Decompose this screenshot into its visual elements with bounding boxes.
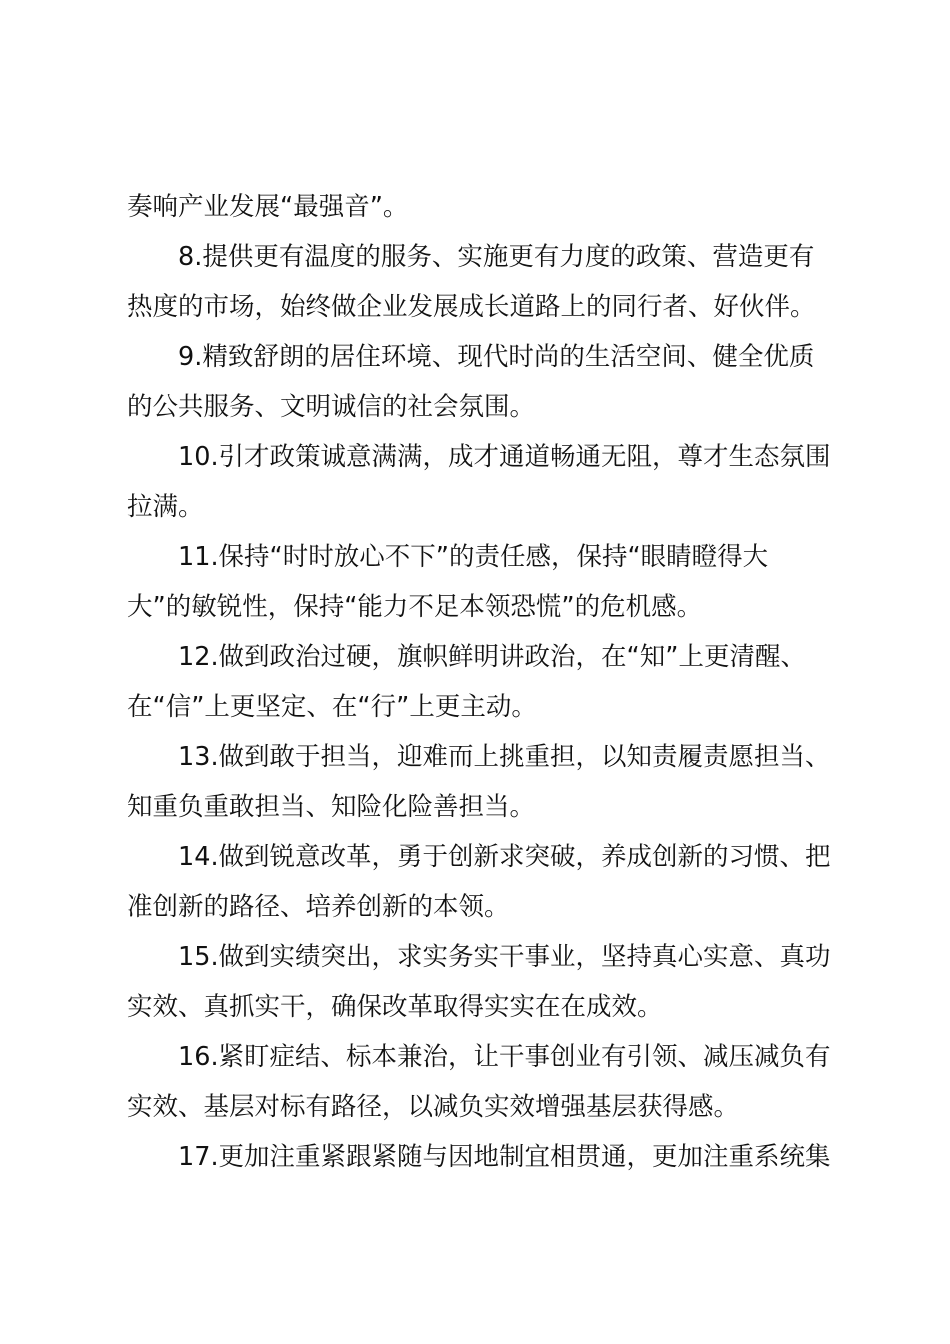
text-line: 热度的市场，始终做企业发展成长道路上的同行者、好伙伴。 [127, 292, 816, 322]
list-item-9-line: 9.精致舒朗的居住环境、现代时尚的生活空间、健全优质 [178, 342, 815, 372]
text-line: 大”的敏锐性，保持“能力不足本领恐慌”的危机感。 [127, 592, 703, 622]
text-line: 在“信”上更坚定、在“行”上更主动。 [127, 692, 537, 722]
text-line: 准创新的路径、培养创新的本领。 [127, 892, 510, 922]
list-item-11-line: 11.保持“时时放心不下”的责任感，保持“眼睛瞪得大 [178, 542, 769, 572]
text-line: 实效、基层对标有路径，以减负实效增强基层获得感。 [127, 1092, 740, 1122]
list-item-14-line: 14.做到锐意改革，勇于创新求突破，养成创新的习惯、把 [178, 842, 831, 872]
text-line: 实效、真抓实干，确保改革取得实实在在成效。 [127, 992, 663, 1022]
list-item-17-line: 17.更加注重紧跟紧随与因地制宜相贯通，更加注重系统集 [178, 1142, 831, 1172]
list-item-8-line: 8.提供更有温度的服务、实施更有力度的政策、营造更有 [178, 242, 815, 272]
text-line: 拉满。 [127, 492, 204, 522]
list-item-10-line: 10.引才政策诚意满满，成才通道畅通无阻，尊才生态氛围 [178, 442, 831, 472]
list-item-16-line: 16.紧盯症结、标本兼治，让干事创业有引领、减压减负有 [178, 1042, 831, 1072]
list-item-13-line: 13.做到敢于担当，迎难而上挑重担，以知责履责愿担当、 [178, 742, 831, 772]
text-line: 的公共服务、文明诚信的社会氛围。 [127, 392, 536, 422]
text-line: 奏响产业发展“最强音”。 [127, 192, 409, 222]
list-item-15-line: 15.做到实绩突出，求实务实干事业，坚持真心实意、真功 [178, 942, 831, 972]
text-line: 知重负重敢担当、知险化险善担当。 [127, 792, 536, 822]
document-body [127, 182, 833, 1182]
list-item-12-line: 12.做到政治过硬，旗帜鲜明讲政治，在“知”上更清醒、 [178, 642, 806, 672]
